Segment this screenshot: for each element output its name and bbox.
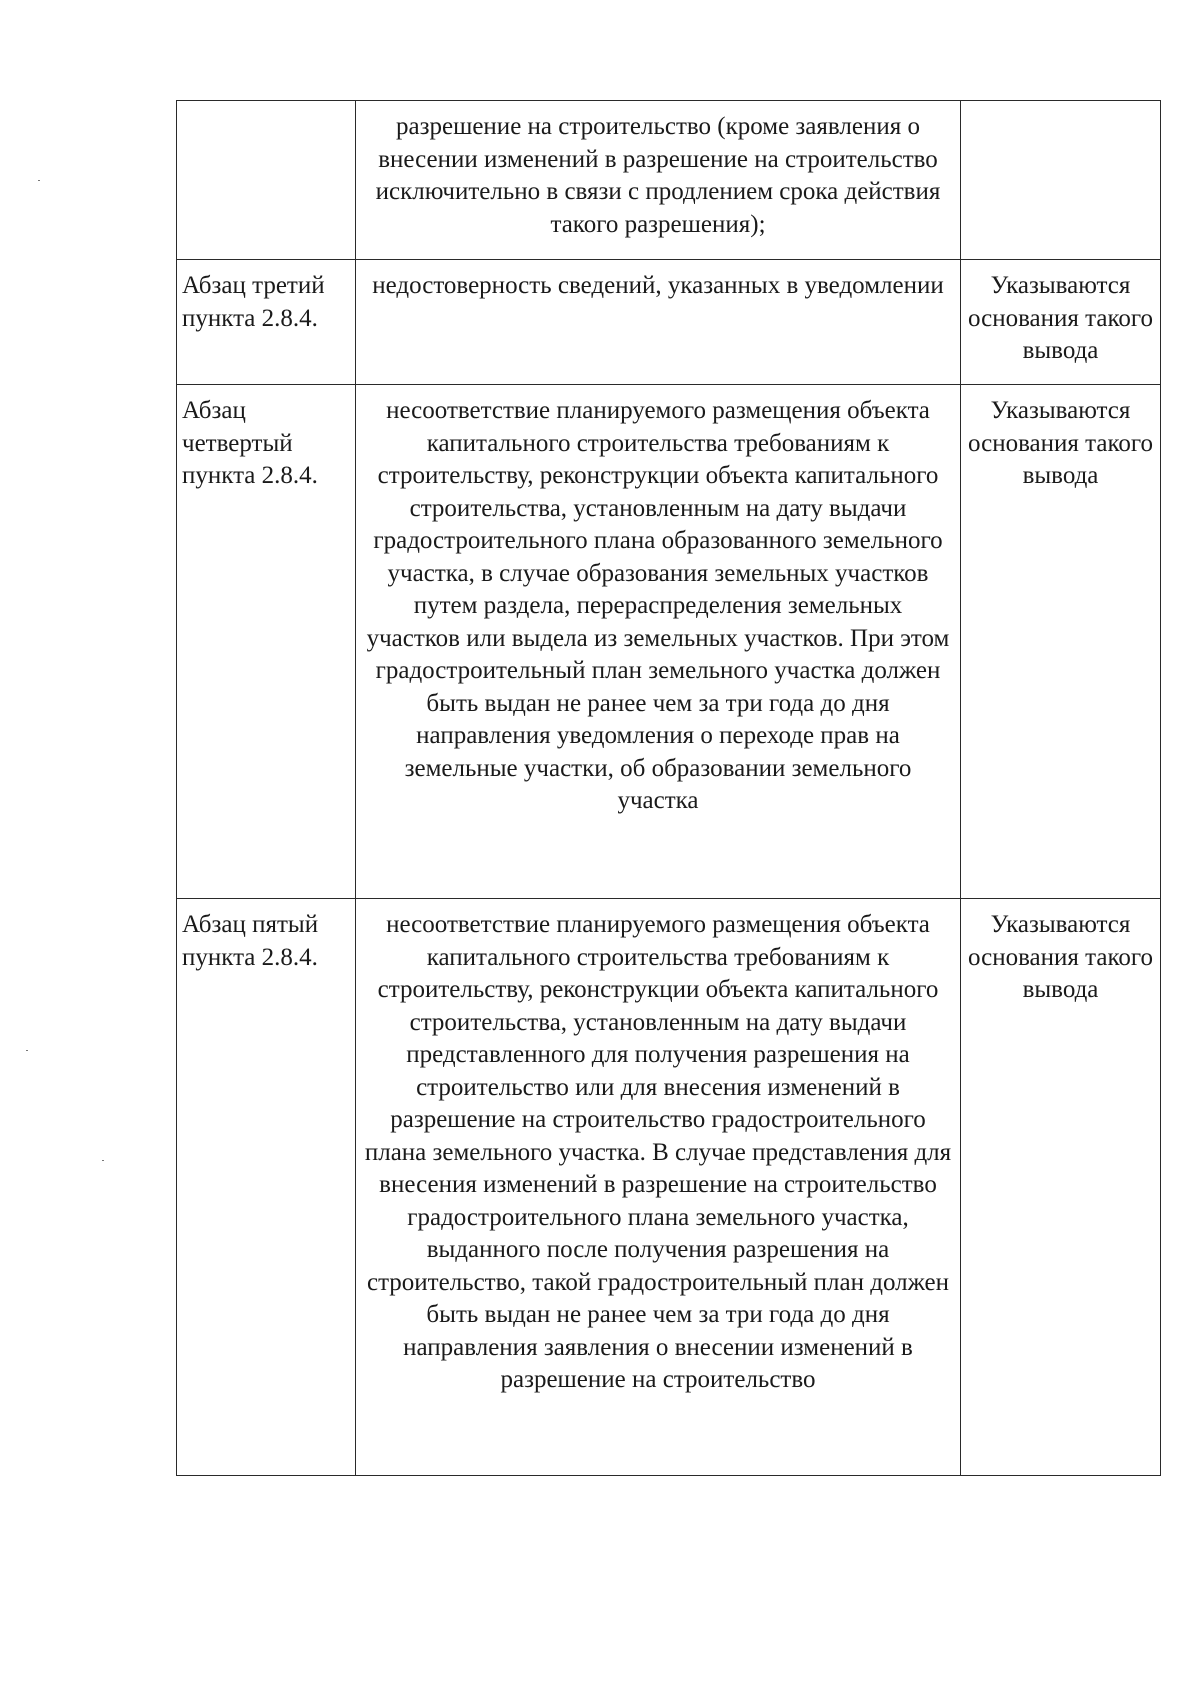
- explanation-cell: Указываются основания такого вывода: [961, 260, 1161, 385]
- paragraph-reference-cell: [177, 101, 356, 260]
- refusal-ground-cell: несоответствие планируемого размещения объекта капитального строительства требованиям к строительству, реконструкции объекта капитального строительства, установленным на дату выдачи градостроительного плана образованного земельного участка, в случае образования земельных участков путем раздела, перераспределения земельных участков или выдела из земельных участков. При этом градостроительный план земельного участка должен быть выдан не ранее чем за три года до дня направления уведомления о переходе прав на земельные участки, об образовании земельного участка: [356, 385, 961, 899]
- refusal-ground-cell: несоответствие планируемого размещения объекта капитального строительства требованиям к строительству, реконструкции объекта капитального строительства, установленным на дату выдачи представленного для получения разрешения на строительство или для внесения изменений в разрешение на строительство градостроительного плана земельного участка. В случае представления для внесения изменений в разрешение на строительство градостроительного плана земельного участка, выданного после получения разрешения на строительство, такой градостроительный план должен быть выдан не ранее чем за три года до дня направления заявления о внесении изменений в разрешение на строительство: [356, 899, 961, 1476]
- scan-speck: [26, 1050, 28, 1051]
- table-row: [177, 385, 1161, 899]
- explanation-cell: Указываются основания такого вывода: [961, 899, 1161, 1476]
- grounds-table: [176, 100, 1161, 1476]
- paragraph-reference-cell: Абзац четвертый пункта 2.8.4.: [177, 385, 356, 899]
- explanation-cell: Указываются основания такого вывода: [961, 385, 1161, 899]
- paragraph-reference-cell: Абзац третий пункта 2.8.4.: [177, 260, 356, 385]
- scan-speck: [38, 180, 40, 181]
- refusal-ground-cell: разрешение на строительство (кроме заявления о внесении изменений в разрешение на строительство исключительно в связи с продлением срока действия такого разрешения);: [356, 101, 961, 260]
- scan-speck: [102, 1160, 104, 1161]
- explanation-cell: [961, 101, 1161, 260]
- table-row: [177, 101, 1161, 260]
- table-row: [177, 260, 1161, 385]
- table-row: [177, 899, 1161, 1476]
- paragraph-reference-cell: Абзац пятый пункта 2.8.4.: [177, 899, 356, 1476]
- refusal-ground-cell: недостоверность сведений, указанных в уведомлении: [356, 260, 961, 385]
